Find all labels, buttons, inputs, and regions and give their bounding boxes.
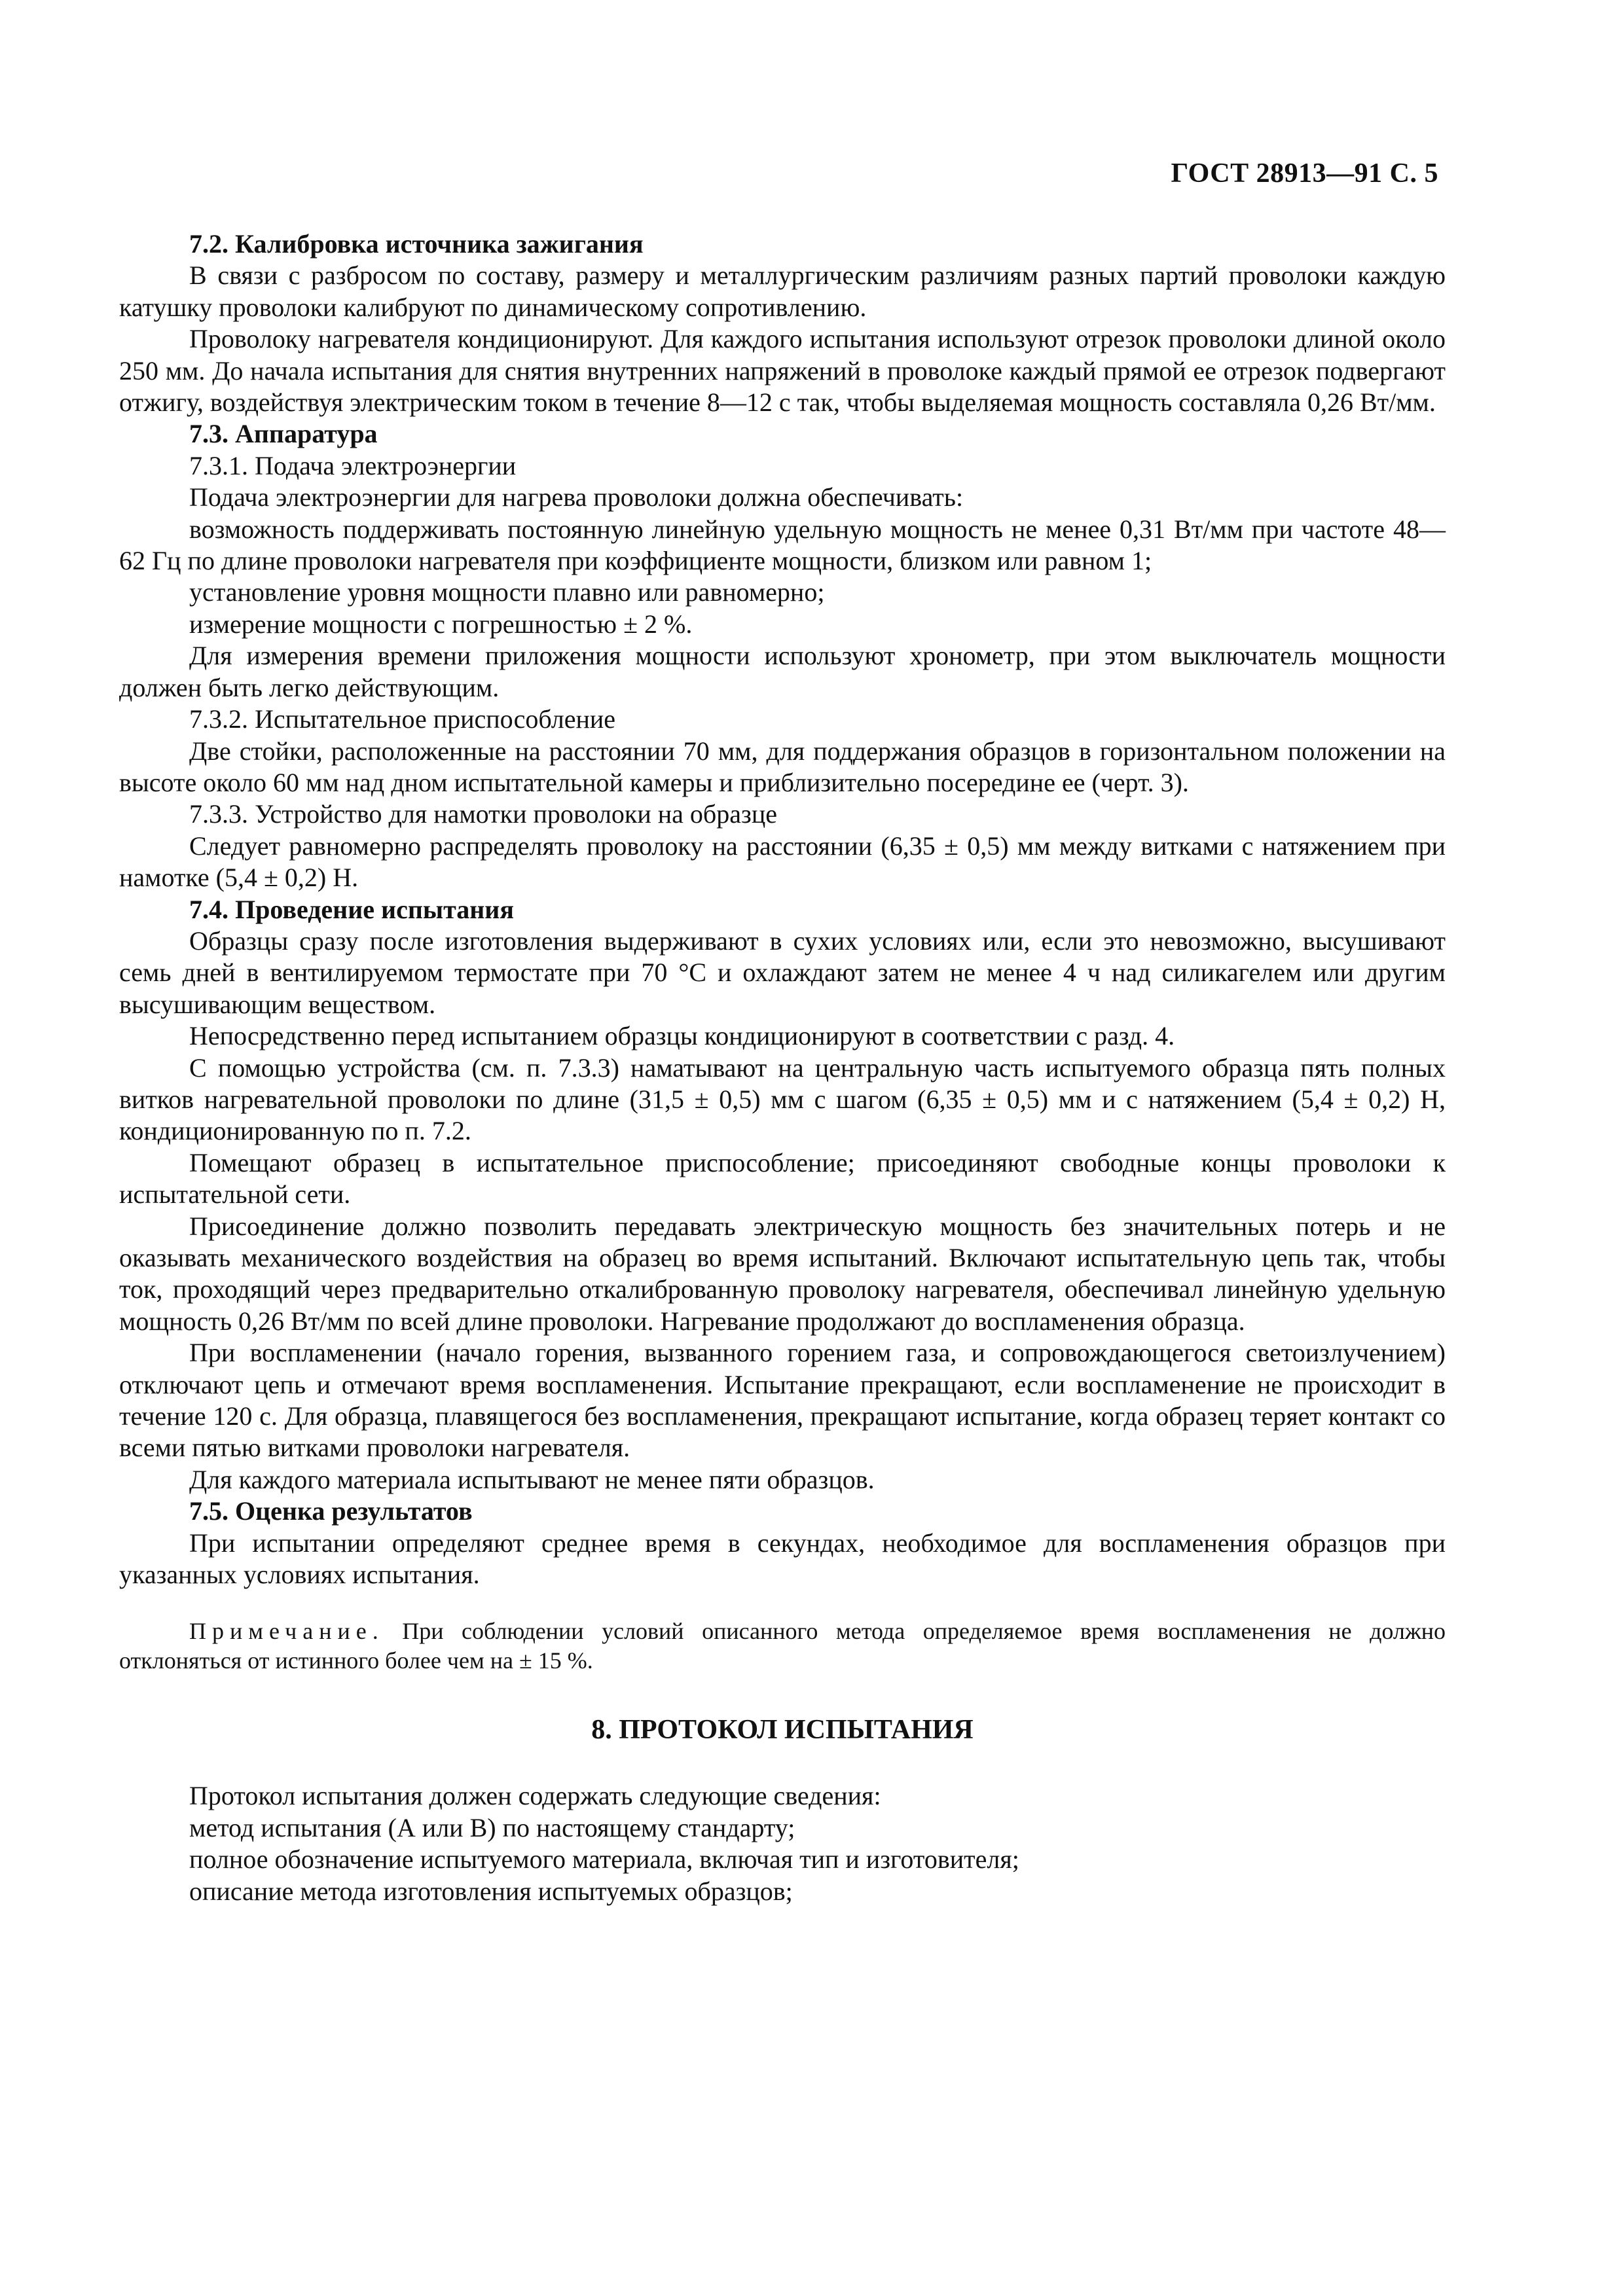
list-item: описание метода изготовления испытуемых образцов; [189,1876,793,1906]
heading-7-4: 7.4. Проведение испытания [189,894,514,924]
subheading-7-3-1: 7.3.1. Подача электроэнергии [189,450,517,480]
page-header: ГОСТ 28913—91 С. 5 [1171,158,1438,188]
heading-section-8: 8. ПРОТОКОЛ ИСПЫТАНИЯ [591,1715,974,1746]
paragraph: С помощью устройства (см. п. 7.3.3) наматывают на центральную часть испытуемого образца пять полных витков нагревательной проволоки по длине (31,5 ± 0,5) мм с шагом (6,35 ± 0,5) мм и с натяжением (5,4 ± 0,2) Н, кондиционированную по п. 7.2. [119,1052,1446,1146]
paragraph: Образцы сразу после изготовления выдерживают в сухих условиях или, если это невозможно, высушивают семь дней в вентилируемом термостате при 70 °С и охлаждают затем не менее 4 ч над силикагелем или другим высушивающим веществом. [119,925,1446,1019]
paragraph: измерение мощности с погрешностью ± 2 %. [189,609,693,639]
paragraph: возможность поддерживать постоянную линейную удельную мощность не менее 0,31 Вт/мм при частоте 48—62 Гц по длине проволоки нагревателя при коэффициенте мощности, близком или равном 1; [119,514,1446,576]
paragraph: В связи с разбросом по составу, размеру и металлургическим различиям разных партий проволоки каждую катушку проволоки калибруют по динамическому сопротивлению. [119,260,1446,322]
document-body [119,228,1446,1907]
paragraph: Для каждого материала испытывают не менее пяти образцов. [189,1464,875,1494]
note-text: При соблюдении условий описанного метода определяемое время воспламенения не должно отклоняться от истинного более чем на ± 15 %. [119,1618,1446,1674]
subheading-7-3-2: 7.3.2. Испытательное приспособление [189,704,616,734]
paragraph: Помещают образец в испытательное приспособление; присоединяют свободные концы проволоки к испытательной сети. [119,1147,1446,1210]
list-item: метод испытания (А или В) по настоящему стандарту; [189,1812,795,1842]
heading-7-2: 7.2. Калибровка источника зажигания [189,229,644,259]
paragraph: установление уровня мощности плавно или равномерно; [189,577,825,607]
note [119,1617,1446,1676]
list-item: полное обозначение испытуемого материала, включая тип и изготовителя; [189,1844,1019,1874]
heading-7-5: 7.5. Оценка результатов [189,1496,473,1526]
paragraph: Две стойки, расположенные на расстоянии 70 мм, для поддержания образцов в горизонтальном положении на высоте около 60 мм над дном испытательной камеры и приблизительно посередине ее (черт. 3). [119,736,1446,797]
paragraph: Для измерения времени приложения мощности используют хронометр, при этом выключатель мощности должен быть легко действующим. [119,641,1446,702]
paragraph: Непосредственно перед испытанием образцы кондиционируют в соответствии с разд. 4. [189,1021,1175,1051]
paragraph: Проволоку нагревателя кондиционируют. Для каждого испытания используют отрезок проволоки длиной около 250 мм. До начала испытания для снятия внутренних напряжений в проволоке каждый прямой ее отрезок подвергают отжигу, воздействуя электрическим током в течение 8—12 с так, чтобы выделяемая мощность составляла 0,26 Вт/мм. [119,324,1446,418]
paragraph: Присоединение должно позволить передавать электрическую мощность без значительных потерь и не оказывать механического воздействия на образец во время испытаний. Включают испытательную цепь так, чтобы ток, проходящий через предварительно откалиброванную проволоку нагревателя, обеспечивал линейную удельную мощность 0,26 Вт/мм по всей длине проволоки. Нагревание продолжают до воспламенения образца. [119,1211,1446,1336]
subheading-7-3-3: 7.3.3. Устройство для намотки проволоки на образце [189,799,777,829]
paragraph: Следует равномерно распределять проволоку на расстоянии (6,35 ± 0,5) мм между витками с натяжением при намотке (5,4 ± 0,2) Н. [119,831,1446,893]
paragraph: При испытании определяют среднее время в секундах, необходимое для воспламенения образцов при указанных условиях испытания. [119,1528,1446,1590]
paragraph: Подача электроэнергии для нагрева проволоки должна обеспечивать: [189,482,964,512]
paragraph: Протокол испытания должен содержать следующие сведения: [189,1781,881,1811]
note-label: Примечание. [189,1618,384,1645]
paragraph: При воспламенении (начало горения, вызванного горением газа, и сопровождающегося светоизлучением) отключают цепь и отмечают время воспламенения. Испытание прекращают, если воспламенение не происходит в течение 120 с. Для образца, плавящегося без воспламенения, прекращают испытание, когда образец теряет контакт со всеми пятью витками проволоки нагревателя. [119,1338,1446,1463]
heading-7-3: 7.3. Аппаратура [189,419,378,449]
